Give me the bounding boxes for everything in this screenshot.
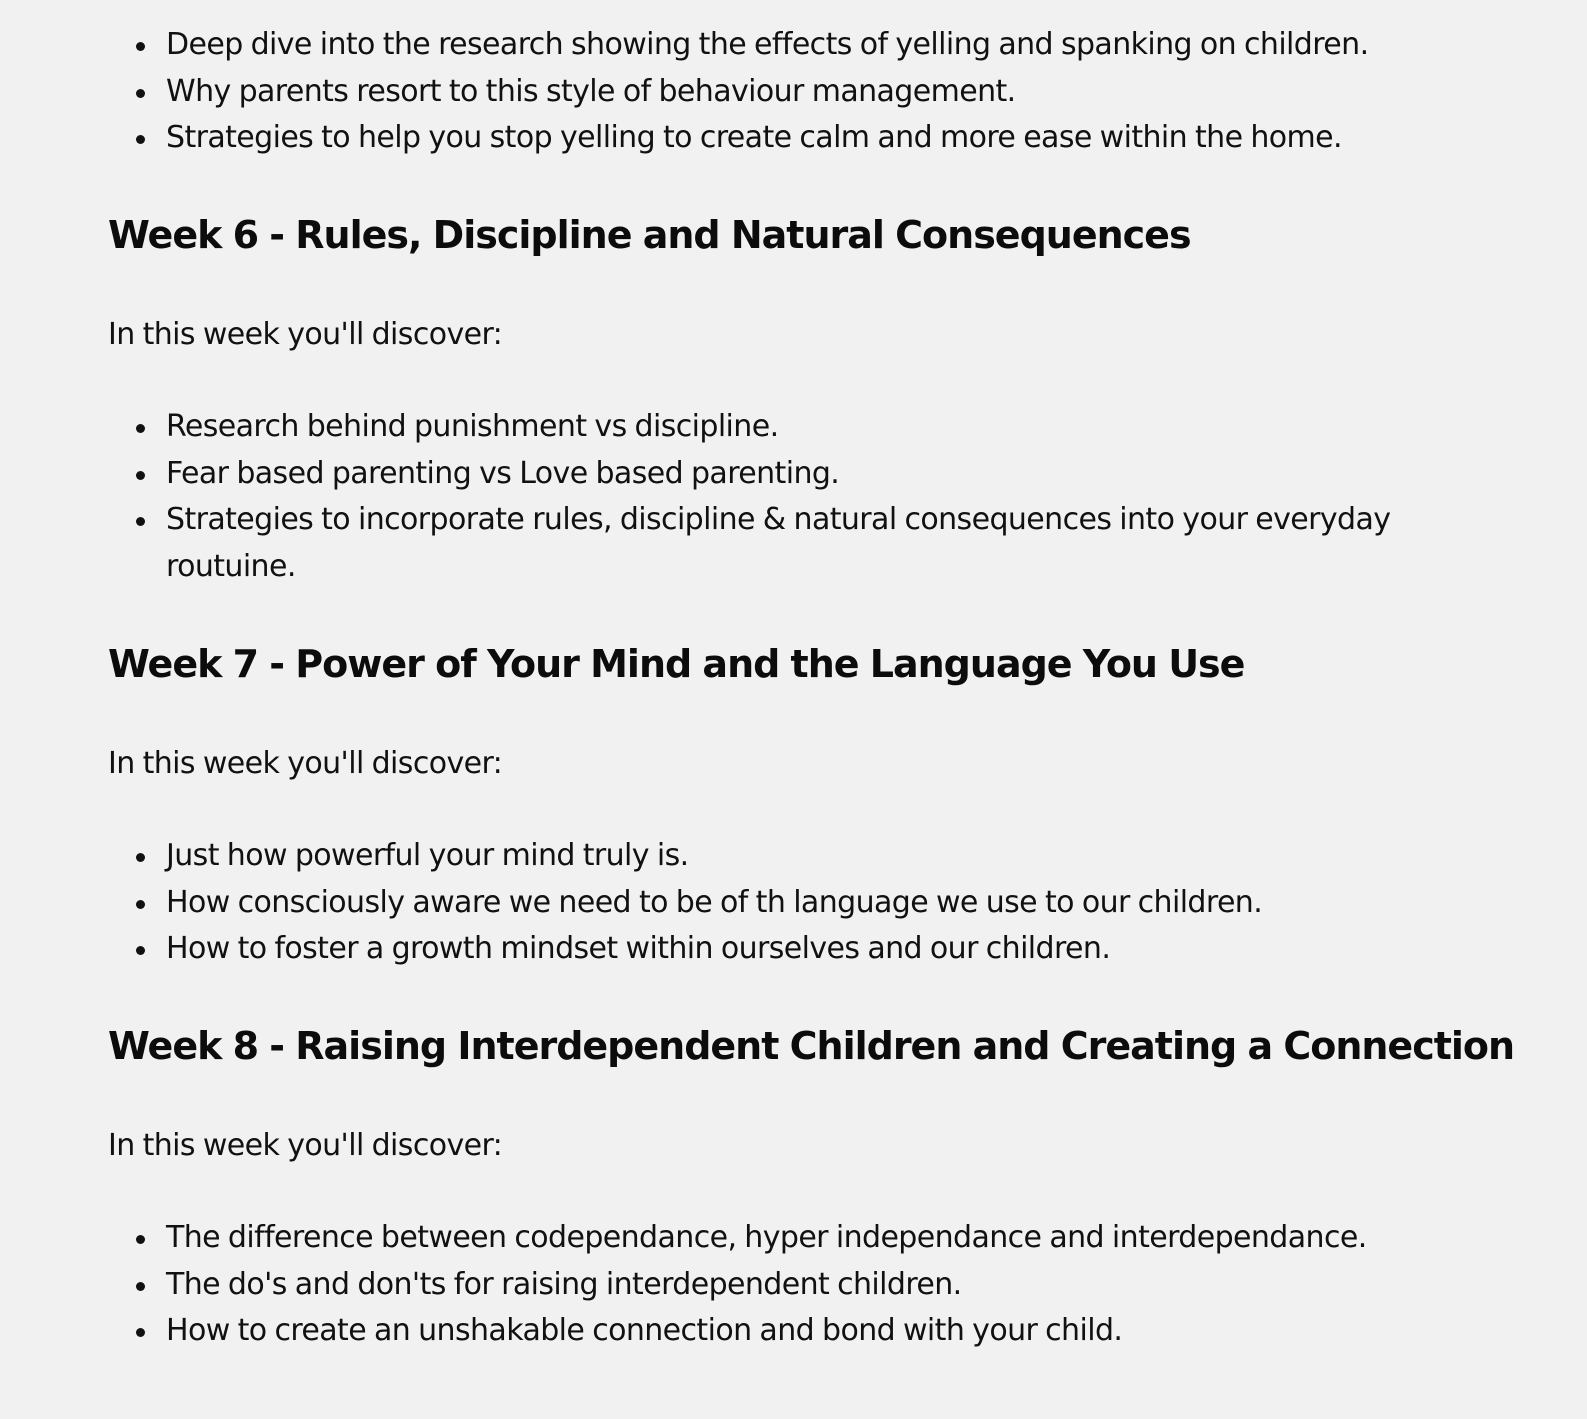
list-item: Strategies to incorporate rules, discipline & natural consequences into your everyday routuine. xyxy=(108,497,1438,590)
list-item: How consciously aware we need to be of th language we use to our children. xyxy=(108,880,1438,927)
list-item: Just how powerful your mind truly is. xyxy=(108,833,1438,880)
list-item: Research behind punishment vs discipline. xyxy=(108,404,1438,451)
week5-bullet-list xyxy=(108,22,1438,162)
week6-heading: Week 6 - Rules, Discipline and Natural Consequences xyxy=(108,213,1191,257)
week7-heading: Week 7 - Power of Your Mind and the Language You Use xyxy=(108,642,1245,686)
list-item: How to create an unshakable connection and bond with your child. xyxy=(108,1308,1438,1355)
week6-intro: In this week you'll discover: xyxy=(108,317,503,352)
week8-bullet-list xyxy=(108,1215,1438,1355)
list-item: The do's and don'ts for raising interdependent children. xyxy=(108,1262,1438,1309)
list-item: Fear based parenting vs Love based parenting. xyxy=(108,451,1438,498)
list-item: Deep dive into the research showing the effects of yelling and spanking on children. xyxy=(108,22,1438,69)
week7-intro: In this week you'll discover: xyxy=(108,746,503,781)
week7-bullet-list xyxy=(108,833,1438,973)
week8-heading: Week 8 - Raising Interdependent Children and Creating a Connection xyxy=(108,1024,1515,1068)
list-item: The difference between codependance, hyper independance and interdependance. xyxy=(108,1215,1438,1262)
list-item: How to foster a growth mindset within ourselves and our children. xyxy=(108,926,1438,973)
list-item: Why parents resort to this style of behaviour management. xyxy=(108,69,1438,116)
week8-intro: In this week you'll discover: xyxy=(108,1128,503,1163)
week6-bullet-list xyxy=(108,404,1438,590)
list-item: Strategies to help you stop yelling to create calm and more ease within the home. xyxy=(108,115,1438,162)
